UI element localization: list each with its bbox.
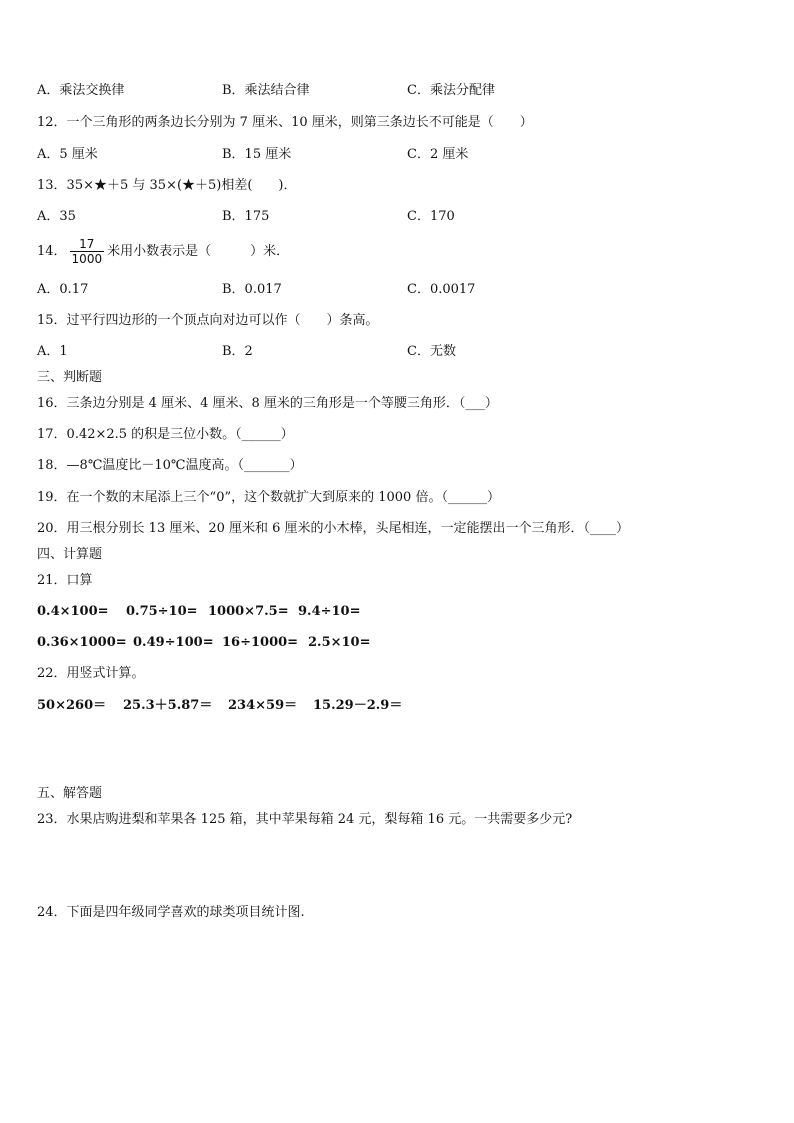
q13-option-b: B．175 [222, 209, 270, 224]
q14-option-c: C．0.0017 [407, 282, 476, 297]
q15-question: 15．过平行四边形的一个顶点向对边可以作（ ）条高。 [37, 313, 379, 328]
q12-option-b: B．15 厘米 [222, 147, 292, 162]
q24-question: 24．下面是四年级同学喜欢的球类项目统计图. [37, 905, 305, 920]
q21-item: 0.36×1000= [37, 635, 127, 650]
q21-item: 0.4×100= [37, 604, 109, 619]
q14-fraction-denominator: 1000 [71, 252, 103, 266]
q21-item: 1000×7.5= [208, 604, 289, 619]
q21-title: 21．口算 [37, 573, 93, 588]
q15-option-a: A．1 [37, 344, 68, 359]
q14-fraction-numerator: 17 [70, 237, 105, 252]
q22-item: 15.29－2.9＝ [313, 698, 403, 713]
q20-statement: 20．用三根分别长 13 厘米、20 厘米和 6 厘米的小木棒，头尾相连，一定能摆出一个三角形．（____） [37, 521, 630, 536]
q13-option-a: A．35 [37, 209, 76, 224]
q14-fraction [70, 237, 105, 266]
q14-suffix: 米用小数表示是（ ）米． [107, 244, 290, 259]
q12-option-c: C．2 厘米 [407, 147, 469, 162]
q14-option-a: A．0.17 [37, 282, 89, 297]
q19-statement: 19．在一个数的末尾添上三个“0”，这个数就扩大到原来的 1000 倍。（______） [37, 490, 500, 505]
q15-option-b: B．2 [222, 344, 253, 359]
q22-item: 50×260＝ [37, 698, 107, 713]
q12-option-a: A．5 厘米 [37, 147, 98, 162]
q15-option-c: C．无数 [407, 344, 456, 359]
q14-question [37, 234, 289, 270]
q14-prefix: 14． [37, 244, 67, 259]
q12-question: 12．一个三角形的两条边长分别为 7 厘米、10 厘米，则第三条边长不可能是（ ） [37, 115, 533, 130]
q14-option-b: B．0.017 [222, 282, 282, 297]
q13-question: 13．35×★＋5 与 35×(★＋5)相差( )． [37, 178, 297, 193]
q22-item: 25.3＋5.87＝ [123, 698, 213, 713]
section4-title: 四、计算题 [37, 547, 103, 562]
q13-option-c: C．170 [407, 209, 455, 224]
q11-option-c: C．乘法分配律 [407, 83, 495, 98]
q16-statement: 16．三条边分别是 4 厘米、4 厘米、8 厘米的三角形是一个等腰三角形．（___） [37, 396, 498, 411]
q22-title: 22．用竖式计算。 [37, 666, 145, 681]
q22-item: 234×59＝ [228, 698, 298, 713]
q21-item: 16÷1000= [222, 635, 299, 650]
section3-title: 三、判断题 [37, 370, 103, 385]
section5-title: 五、解答题 [37, 786, 103, 801]
q17-statement: 17．0.42×2.5 的积是三位小数。（______） [37, 427, 294, 442]
q21-item: 2.5×10= [308, 635, 371, 650]
q21-item: 9.4÷10= [298, 604, 361, 619]
q23-question: 23．水果店购进梨和苹果各 125 箱，其中苹果每箱 24 元，梨每箱 16 元。一共需要多少元? [37, 812, 573, 827]
q11-option-b: B．乘法结合律 [222, 83, 310, 98]
q21-item: 0.49÷100= [133, 635, 214, 650]
q11-option-a: A．乘法交换律 [37, 83, 125, 98]
q18-statement: 18．—8℃温度比－10℃温度高。（_______） [37, 458, 303, 473]
q21-item: 0.75÷10= [126, 604, 198, 619]
